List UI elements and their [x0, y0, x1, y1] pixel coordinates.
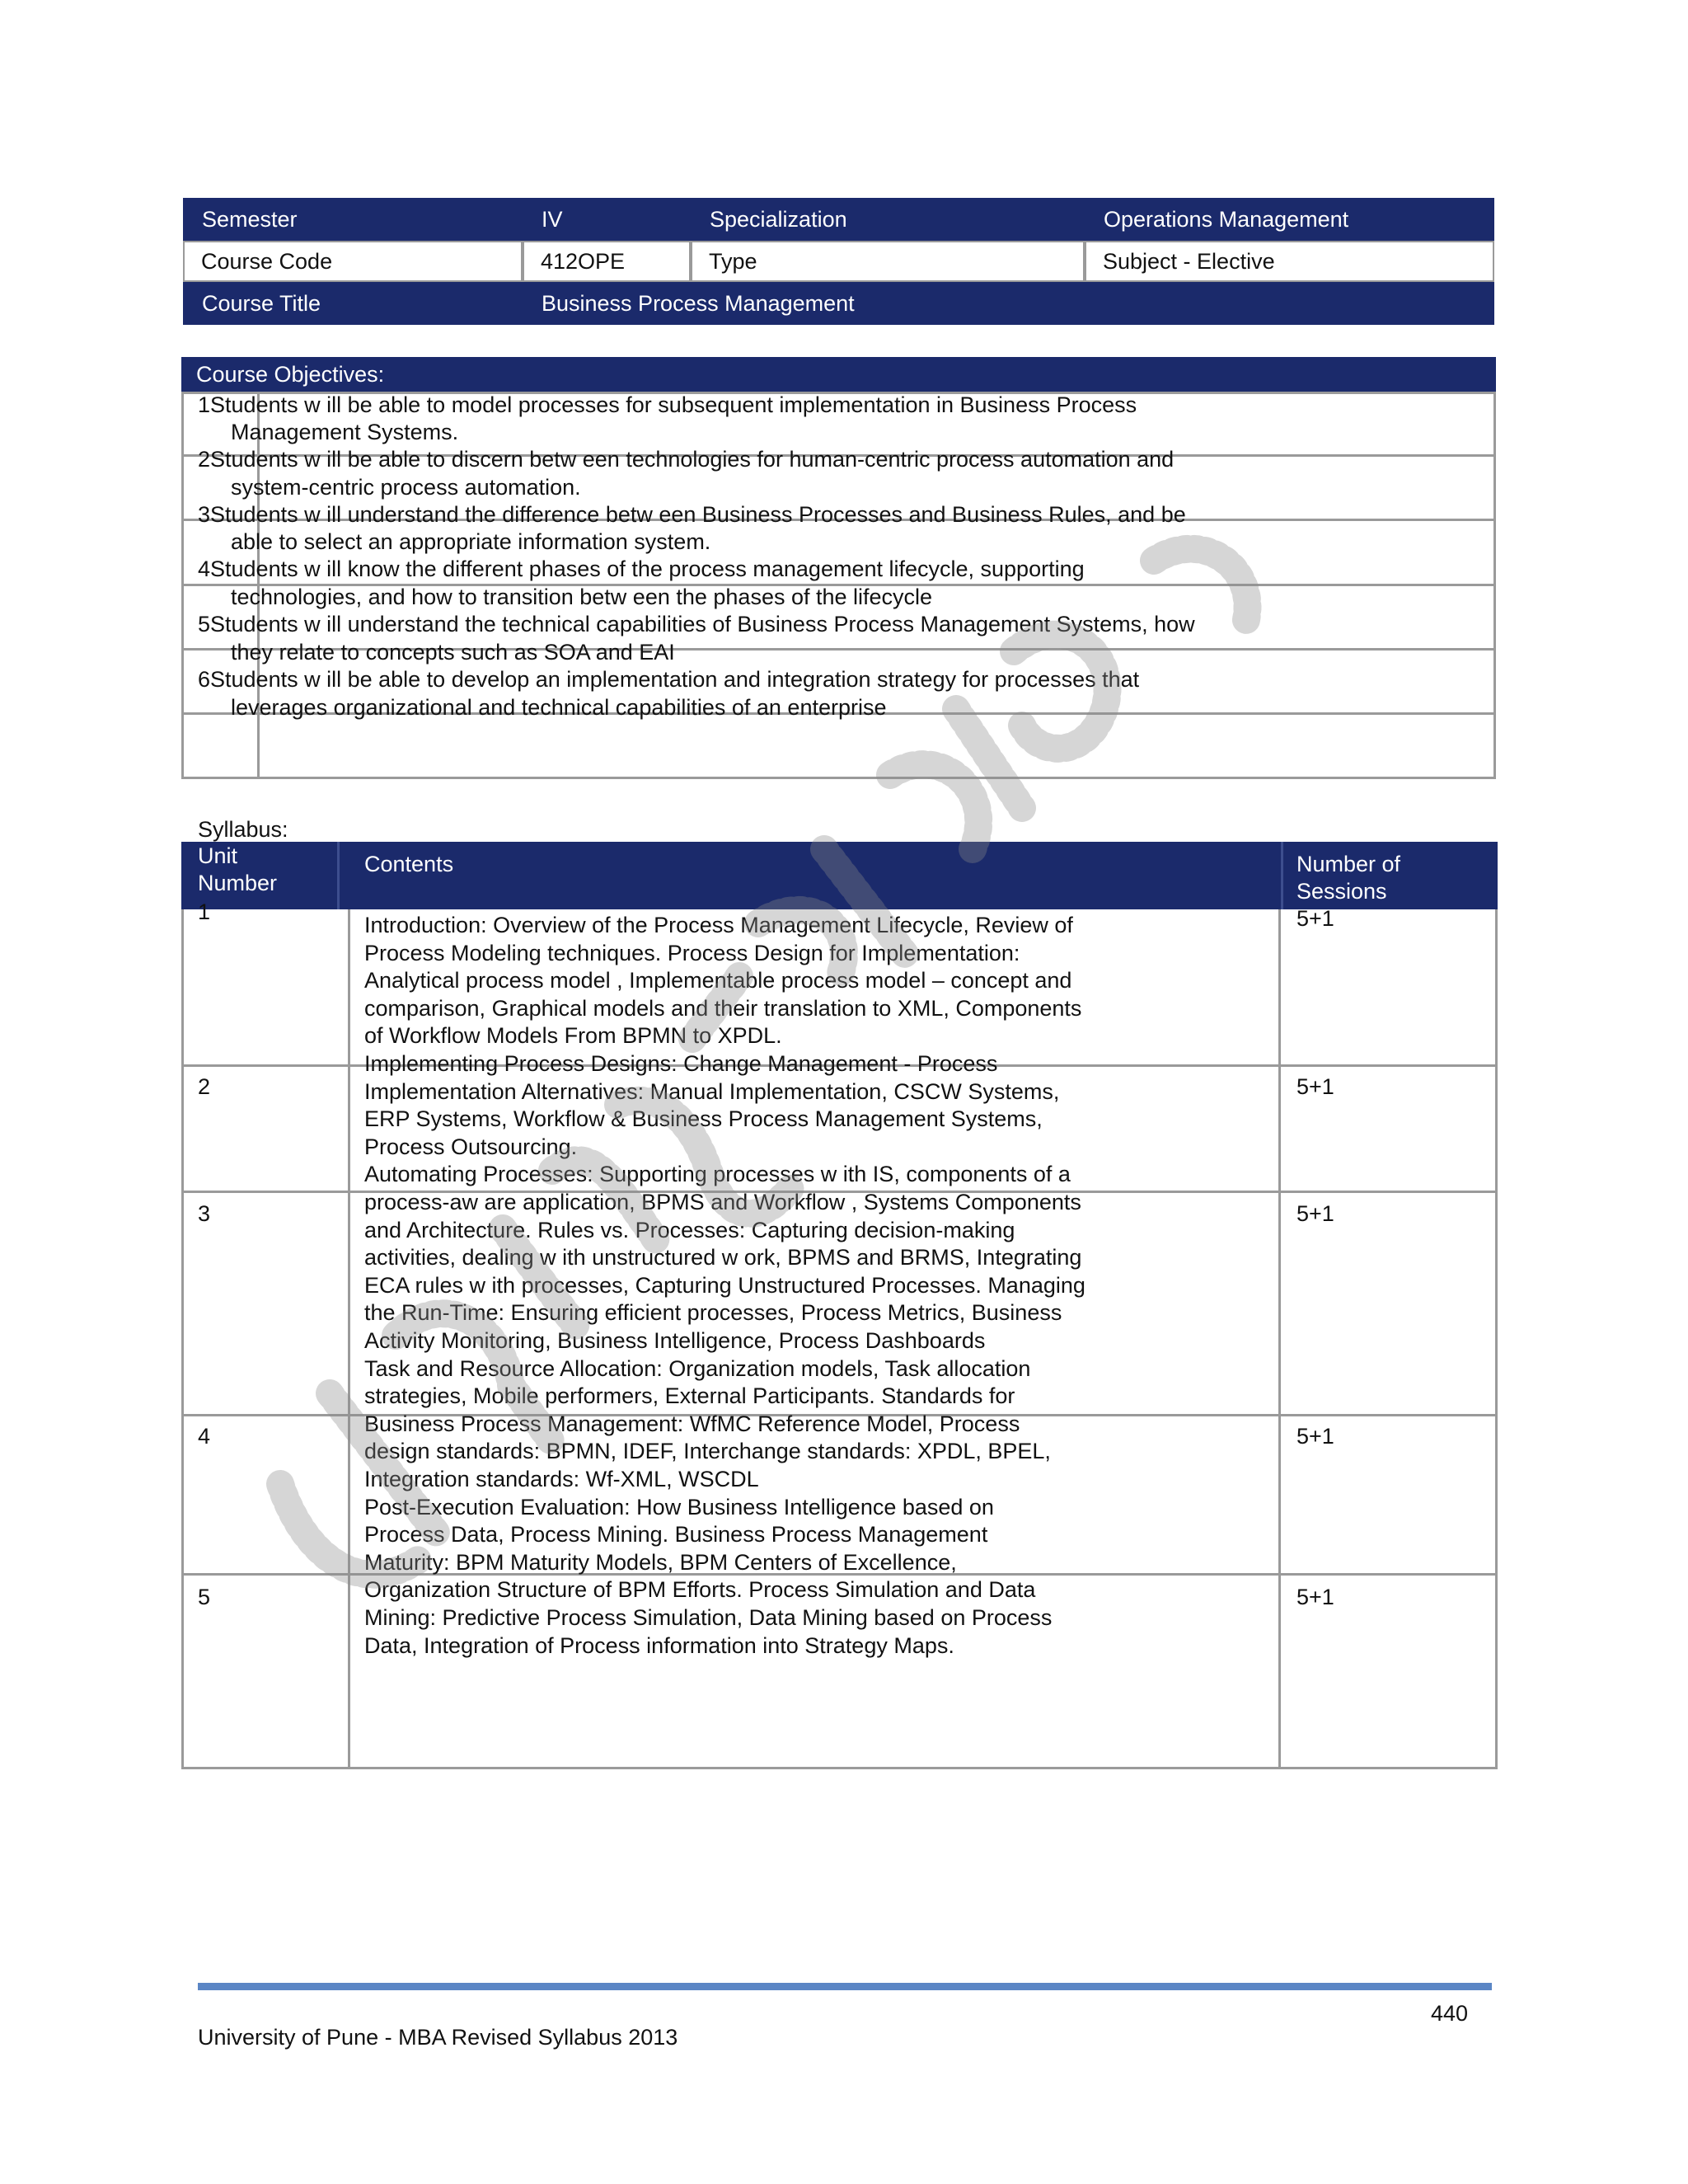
content-line: and Architecture. Rules vs. Processes: Capturing decision-making — [364, 1217, 1015, 1242]
footer-bar — [198, 1983, 1492, 1990]
semester-value: IV — [523, 198, 691, 241]
syllabus-label: Syllabus: — [198, 817, 288, 842]
col-unit-number: Unit Number — [198, 843, 278, 895]
unit-number: 2 — [198, 1074, 211, 1099]
objectives-heading: Course Objectives: — [181, 357, 1496, 392]
content-line: design standards: BPMN, IDEF, Interchange standards: XPDL, BPEL, — [364, 1439, 1051, 1464]
objective-line: 1Students w ill be able to model processes for subsequent implementation in Business Process — [198, 392, 1137, 417]
content-line: Process Data, Process Mining. Business Process Management — [364, 1522, 988, 1548]
objective-line: system-centric process automation. — [231, 475, 581, 500]
unit-sessions: 5+1 — [1296, 906, 1334, 931]
content-line: process-aw are application, BPMS and Workflow , Systems Components — [364, 1190, 1081, 1214]
objective-line: 5Students w ill understand the technical capabilities of Business Process Management Systems, how — [198, 612, 1195, 636]
footer-text: University of Pune - MBA Revised Syllabus 2013 — [198, 2025, 678, 2050]
objective-line: able to select an appropriate information system. — [231, 529, 711, 554]
content-line: Task and Resource Allocation: Organization models, Task allocation — [364, 1355, 1031, 1381]
unit-number: 5 — [198, 1585, 211, 1609]
objective-line: they relate to concepts such as SOA and EAI — [231, 640, 675, 665]
content-line: activities, dealing w ith unstructured w ork, BPMS and BRMS, Integrating — [364, 1245, 1082, 1270]
unit-number: 3 — [198, 1201, 211, 1226]
page-number: 440 — [1431, 2001, 1469, 2026]
syllabus-col-divider — [348, 909, 350, 1769]
type-value: Subject - Elective — [1085, 241, 1494, 282]
content-line: Introduction: Overview of the Process Management Lifecycle, Review of — [364, 913, 1073, 937]
content-line: Business Process Management: WfMC Reference Model, Process — [364, 1411, 1020, 1436]
content-line: ECA rules w ith processes, Capturing Unstructured Processes. Managing — [364, 1272, 1085, 1298]
col-sessions: Number of Sessions — [1296, 852, 1401, 904]
unit-sessions: 5+1 — [1296, 1074, 1334, 1099]
course-title-value: Business Process Management — [523, 282, 1494, 325]
content-line: Activity Monitoring, Business Intelligence, Process Dashboards — [364, 1328, 986, 1353]
objective-line: 4Students w ill know the different phases of the process management lifecycle, supporting — [198, 557, 1085, 581]
objective-line: 3Students w ill understand the difference betw een Business Processes and Business Rules, and be — [198, 502, 1186, 527]
course-code-label: Course Code — [183, 241, 523, 282]
objective-line: 2Students w ill be able to discern betw een technologies for human-centric process automation and — [198, 447, 1175, 472]
syllabus-col-divider — [1278, 909, 1281, 1769]
content-line: comparison, Graphical models and their translation to XML, Components — [364, 995, 1082, 1021]
content-line: Analytical process model , Implementable process model – concept and — [364, 968, 1072, 993]
objective-line: leverages organizational and technical capabilities of an enterprise — [231, 695, 887, 720]
header-divider — [1281, 842, 1283, 909]
unit-sessions: 5+1 — [1296, 1424, 1334, 1449]
course-code-value: 412OPE — [523, 241, 691, 282]
content-line: Maturity: BPM Maturity Models, BPM Centers of Excellence, — [364, 1549, 957, 1575]
unit-number: 1 — [198, 899, 211, 924]
type-label: Type — [691, 241, 1085, 282]
objective-line: Management Systems. — [231, 420, 459, 444]
specialization-value: Operations Management — [1085, 198, 1494, 241]
content-line: of Workflow Models From BPMN to XPDL. — [364, 1023, 782, 1049]
course-title-label: Course Title — [183, 282, 523, 325]
col-contents: Contents — [364, 852, 454, 876]
unit-number: 4 — [198, 1424, 211, 1449]
content-line: Implementing Process Designs: Change Management - Process — [364, 1051, 998, 1076]
objective-line: technologies, and how to transition betw een the phases of the lifecycle — [231, 585, 933, 609]
content-line: Organization Structure of BPM Efforts. Process Simulation and Data — [364, 1577, 1036, 1603]
content-line: Integration standards: Wf-XML, WSCDL — [364, 1467, 759, 1491]
content-line: ERP Systems, Workflow & Business Process Management Systems, — [364, 1106, 1043, 1132]
objective-line: 6Students w ill be able to develop an implementation and integration strategy for processes that — [198, 667, 1140, 692]
content-line: strategies, Mobile performers, External Participants. Standards for — [364, 1383, 1015, 1409]
content-line: Data, Integration of Process information into Strategy Maps. — [364, 1632, 954, 1658]
content-line: Mining: Predictive Process Simulation, Data Mining based on Process — [364, 1605, 1053, 1630]
content-line: Process Outsourcing. — [364, 1134, 578, 1159]
header-divider — [337, 842, 340, 909]
content-line: Post-Execution Evaluation: How Business Intelligence based on — [364, 1494, 994, 1519]
content-line: the Run-Time: Ensuring efficient processes, Process Metrics, Business — [364, 1300, 1062, 1326]
content-line: Automating Processes: Supporting processes w ith IS, components of a — [364, 1162, 1071, 1187]
semester-label: Semester — [183, 198, 523, 241]
unit-sessions: 5+1 — [1296, 1585, 1334, 1609]
specialization-label: Specialization — [691, 198, 1085, 241]
content-line: Process Modeling techniques. Process Design for Implementation: — [364, 940, 1020, 965]
unit-sessions: 5+1 — [1296, 1201, 1334, 1226]
content-line: Implementation Alternatives: Manual Implementation, CSCW Systems, — [364, 1078, 1060, 1104]
